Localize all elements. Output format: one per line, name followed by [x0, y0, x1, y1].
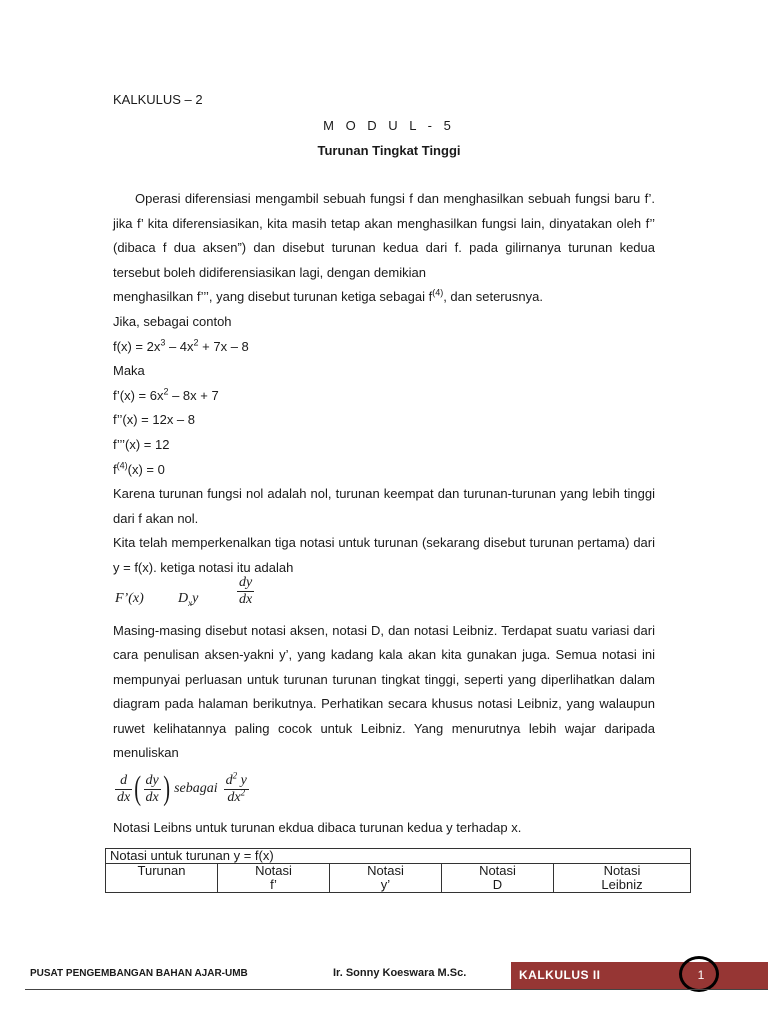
notation-d	[178, 587, 198, 615]
notation-leibniz	[237, 575, 254, 608]
table-header-cell	[554, 864, 691, 893]
superscript: 2	[193, 337, 199, 348]
table-caption-row	[106, 849, 691, 864]
text-fragment: f’(x) = 6x	[113, 387, 164, 403]
text-fragment: dx	[227, 789, 241, 805]
header-line2: y’	[380, 877, 391, 892]
footer-course: KALKULUS II	[519, 968, 601, 982]
page-number: 1	[697, 968, 705, 982]
paragraph-intro-text: Operasi diferensiasi mengambil sebuah fungsi f dan menghasilkan sebuah fungsi baru f’. jika f’ kita diferensiasikan, kita masih tetap akan menghasilkan fungsi lain, dinyatakan oleh f’’ (dibaca f dua aksen”) dan disebut turunan kedua dari f. pada gilirnanya turunan kedua tersebut boleh didiferensiasikan lagi, dengan demikian	[113, 191, 655, 280]
right-parenthesis: )	[163, 770, 170, 808]
formula-expression	[115, 769, 249, 808]
paragraph-notations: Kita telah memperkenalkan tiga notasi untuk turunan (sekarang disebut turunan pertama) dari y = f(x). ketiga notasi itu adalah	[113, 535, 655, 575]
page-title: Turunan Tingkat Tinggi	[317, 143, 461, 158]
fraction-denominator: dx	[239, 591, 253, 607]
text-fragment: – 8x + 7	[168, 387, 219, 403]
footer-author: Ir. Sonny Koeswara M.Sc.	[333, 967, 467, 979]
first-derivative	[113, 384, 655, 409]
fraction-d-dx	[115, 773, 132, 806]
fourth-derivative	[113, 458, 655, 483]
document-body	[113, 187, 655, 841]
fraction-numerator: dy	[239, 574, 253, 590]
example-intro: Jika, sebagai contoh	[113, 313, 232, 329]
page-number-circle	[679, 956, 719, 992]
table-header-row	[106, 864, 691, 893]
footer-institution: PUSAT PENGEMBANGAN BAHAN AJAR-UMB	[30, 968, 248, 979]
header-line1: Notasi	[367, 863, 404, 878]
text-fragment: y	[192, 590, 199, 606]
text-fragment: (x) = 0	[127, 461, 165, 477]
second-derivative: f’’(x) = 12x – 8	[113, 412, 196, 428]
course-header: KALKULUS – 2	[113, 92, 203, 107]
fraction-denominator	[224, 786, 249, 806]
header-line2: f’	[270, 877, 277, 892]
fraction-numerator: d	[115, 773, 132, 790]
table-header-cell	[218, 864, 330, 893]
module-label: M O D U L - 5	[323, 118, 455, 133]
table-header-cell	[106, 864, 218, 893]
page-footer	[0, 962, 768, 990]
fraction-denominator: dx	[117, 789, 131, 805]
superscript: 3	[160, 337, 166, 348]
third-derivative: f’’’(x) = 12	[113, 436, 170, 452]
header-line2: Leibniz	[601, 877, 643, 892]
text-fragment: + 7x – 8	[198, 338, 249, 354]
fraction-d2y-dx2	[224, 769, 249, 806]
text-fragment: D	[178, 590, 189, 606]
superscript: (4)	[432, 288, 444, 299]
paragraph-leibniz-reading: Notasi Leibns untuk turunan ekdua dibaca turunan kedua y terhadap x.	[113, 820, 522, 836]
table-header-cell	[442, 864, 554, 893]
notation-table	[105, 848, 691, 893]
text-fragment: , dan seterusnya.	[443, 289, 543, 305]
text-fragment: f(x) = 2x	[113, 338, 161, 354]
header-line1: Notasi	[603, 863, 641, 878]
header-line1: Turunan	[137, 863, 186, 878]
header-line1: Notasi	[255, 863, 292, 878]
notation-examples	[113, 575, 655, 619]
left-parenthesis: (	[134, 770, 142, 808]
paragraph-leibniz: Masing-masing disebut notasi aksen, notasi D, dan notasi Leibniz. Terdapat suatu variasi dari cara penulisan aksen-yakni y’, yang kadang kala akan kita gunakan juga. Semua notasi ini mempunyai perluasan untuk turunan turunan tingkat tinggi, seperti yang diperlihatkan dalam diagram pada halaman berikutnya. Perhatikan secara khusus notasi Leibniz, yang walaupun ruwet kelihatannya paling cocok untuk Leibniz. Yang menurutnya lebih wajar daripada menuliskan	[113, 622, 655, 761]
notation-prime: F’(x)	[115, 590, 144, 606]
subscript: x	[188, 597, 193, 608]
paragraph-zero: Karena turunan fungsi nol adalah nol, turunan keempat dan turunan-turunan yang lebih tinggi dari f akan nol.	[113, 486, 655, 526]
maka-label: Maka	[113, 363, 145, 379]
fraction-dy-dx	[144, 773, 161, 806]
superscript: 2	[163, 386, 169, 397]
table-header-cell	[330, 864, 442, 893]
leibniz-second-derivative-formula	[113, 768, 655, 816]
fraction-denominator: dx	[145, 789, 159, 805]
superscript: 2	[232, 769, 238, 780]
paragraph-intro-last-line	[113, 285, 655, 310]
superscript: 2	[240, 786, 246, 797]
text-fragment: y	[237, 772, 247, 788]
fraction-numerator: dy	[145, 772, 159, 788]
header-line2: D	[492, 877, 503, 892]
paragraph-intro	[113, 187, 655, 285]
text-fragment: d	[225, 772, 233, 788]
table-caption: Notasi untuk turunan y = f(x)	[106, 849, 691, 864]
text-fragment: f	[113, 461, 117, 477]
text-fragment: – 4x	[165, 338, 194, 354]
function-definition	[113, 335, 655, 360]
sebagai-label: sebagai	[174, 780, 218, 796]
text-fragment: menghasilkan f’’’, yang disebut turunan ketiga sebagai f	[113, 289, 433, 305]
footer-rule	[25, 989, 768, 990]
superscript: (4)	[116, 460, 128, 471]
header-line1: Notasi	[479, 863, 516, 878]
